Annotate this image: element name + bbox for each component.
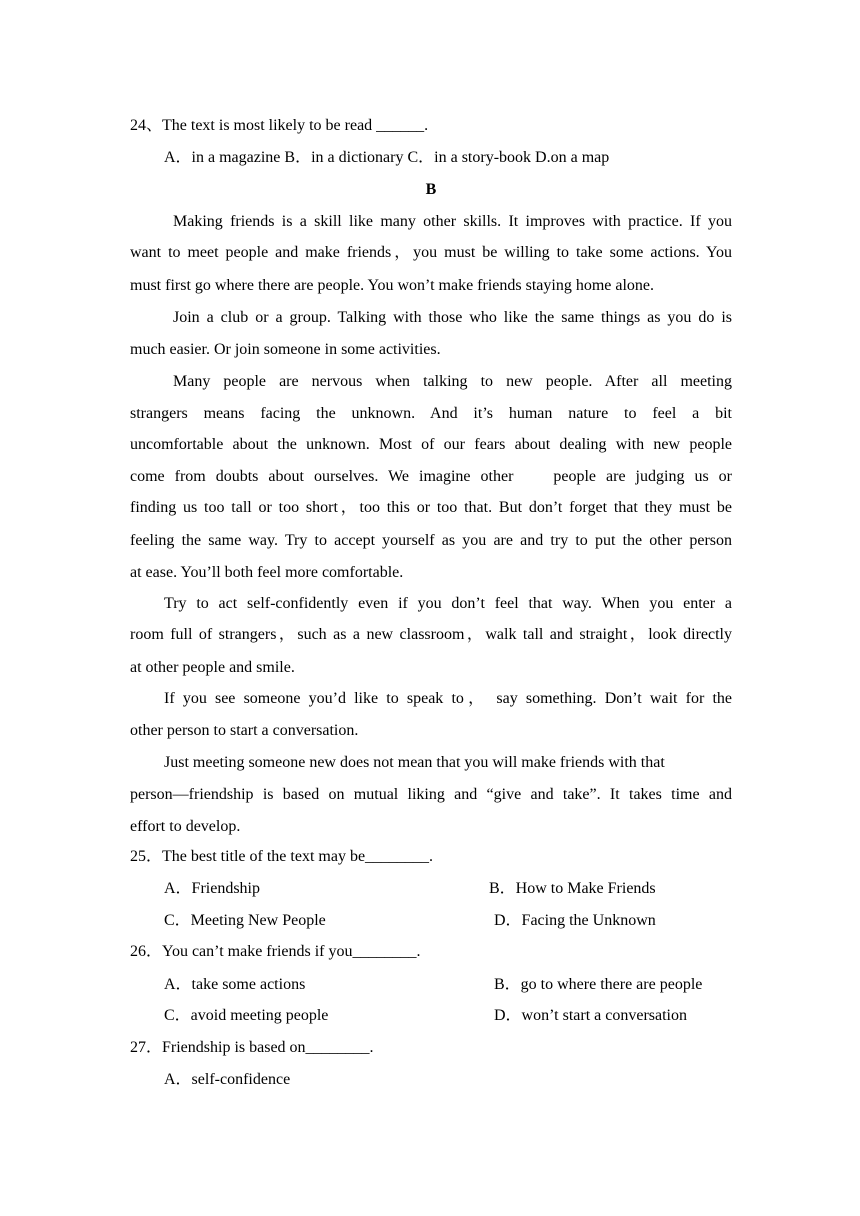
question-24-options: A．in a magazine B．in a dictionary C．in a story-book D.on a map <box>164 149 610 166</box>
passage-line: at ease. You’ll both feel more comfortable. <box>130 564 404 581</box>
passage-line: come from doubts about ourselves. We imagine other people are judging us or <box>130 468 732 485</box>
passage-line: room full of strangers，such as a new classroom，walk tall and straight，look directly <box>130 626 732 643</box>
passage-line: Making friends is a skill like many other skills. It improves with practice. If you <box>173 213 732 230</box>
passage-line: finding us too tall or too short，too this or too that. But don’t forget that they must be <box>130 499 732 516</box>
question-26-option-a: A．take some actions <box>164 976 306 993</box>
question-26-option-c: C．avoid meeting people <box>164 1007 329 1024</box>
question-26-option-b: B．go to where there are people <box>494 976 703 993</box>
question-27-stem: 27．Friendship is based on________. <box>130 1039 374 1056</box>
passage-line: effort to develop. <box>130 818 241 835</box>
passage-line: much easier. Or join someone in some activities. <box>130 341 441 358</box>
passage-line: uncomfortable about the unknown. Most of our fears about dealing with new people <box>130 436 732 453</box>
passage-line: If you see someone you’d like to speak to， say something. Don’t wait for the <box>164 690 732 707</box>
question-25-option-d: D．Facing the Unknown <box>494 912 656 929</box>
question-25-option-b: B．How to Make Friends <box>489 880 656 897</box>
question-27-option-a: A．self-confidence <box>164 1071 291 1088</box>
question-25-stem: 25．The best title of the text may be________. <box>130 848 434 865</box>
passage-line: feeling the same way. Try to accept yourself as you are and try to put the other person <box>130 532 732 549</box>
passage-line: Many people are nervous when talking to new people. After all meeting <box>173 373 732 390</box>
passage-line: Just meeting someone new does not mean that you will make friends with that <box>164 754 665 771</box>
passage-line: Join a club or a group. Talking with those who like the same things as you do is <box>173 309 732 326</box>
section-title: B <box>425 181 437 198</box>
question-25-option-a: A．Friendship <box>164 880 261 897</box>
passage-line: strangers means facing the unknown. And it’s human nature to feel a bit <box>130 405 732 422</box>
passage-line: want to meet people and make friends，you must be willing to take some actions. You <box>130 244 732 261</box>
passage-line: other person to start a conversation. <box>130 722 359 739</box>
passage-line: must first go where there are people. You won’t make friends staying home alone. <box>130 277 655 294</box>
passage-line: at other people and smile. <box>130 659 295 676</box>
passage-line: Try to act self-confidently even if you don’t feel that way. When you enter a <box>164 595 732 612</box>
question-26-stem: 26．You can’t make friends if you________. <box>130 943 421 960</box>
question-24-stem: 24、The text is most likely to be read ______. <box>130 117 429 134</box>
passage-line: person—friendship is based on mutual liking and “give and take”. It takes time and <box>130 786 732 803</box>
question-25-option-c: C．Meeting New People <box>164 912 326 929</box>
question-26-option-d: D．won’t start a conversation <box>494 1007 687 1024</box>
